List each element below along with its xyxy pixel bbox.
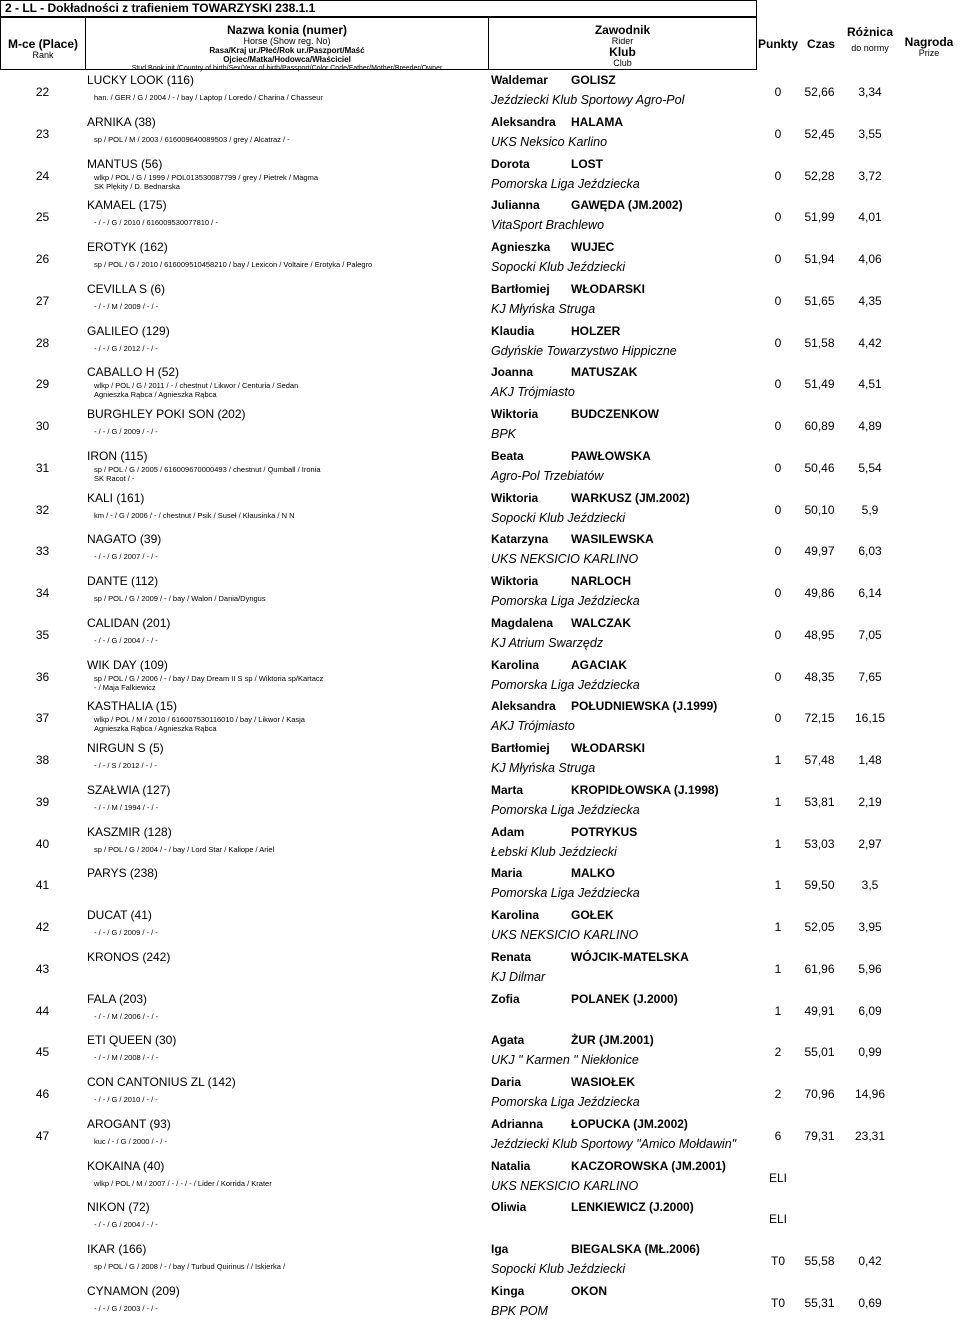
place-number: 38	[35, 753, 50, 767]
result-time: 49,86	[804, 586, 835, 600]
horse-details: sp / POL / G / 2008 / - / bay / Turbud Quirinus / / Iskierka /	[94, 1262, 286, 1271]
rider-last-name: BIEGALSKA (MŁ.2006)	[571, 1242, 700, 1256]
horse-name: KRONOS (242)	[87, 949, 171, 964]
rider-last-name: WUJEC	[571, 240, 615, 254]
place-number: 33	[35, 544, 50, 559]
result-diff: 7,05	[858, 627, 882, 642]
rider-last-name: GOŁEK	[571, 908, 614, 922]
rider-last-name: KROPIDŁOWSKA (J.1998)	[571, 782, 719, 797]
rider-last-name: ŻUR (JM.2001)	[571, 1033, 654, 1048]
rider-club: Agro-Pol Trzebiatów	[491, 468, 604, 483]
rider-first-name: Oliwia	[491, 1200, 527, 1215]
horse-name: KALI (161)	[87, 490, 145, 505]
header-prize	[898, 18, 960, 70]
place-number: 23	[35, 126, 50, 141]
title-bar	[0, 0, 757, 17]
result-points: 0	[774, 669, 782, 684]
rider-club: Pomorska Liga Jeździecka	[491, 1095, 640, 1109]
header-club-en: Club	[613, 58, 632, 68]
horse-details: wlkp / POL / M / 2010 / 616007530116010 / bay / Likwor / Kasja	[94, 715, 305, 725]
place-number: 34	[35, 586, 50, 600]
rider-first-name: Magdalena	[491, 615, 554, 630]
rider-club: KJ Dilmar	[491, 969, 546, 984]
rider-last-name: WASILEWSKA	[571, 532, 654, 547]
rider-first-name: Beata	[491, 448, 524, 463]
horse-name: CYNAMON (209)	[87, 1283, 180, 1298]
result-time: 50,10	[804, 502, 835, 517]
result-time: 72,15	[804, 711, 835, 726]
place-number: 30	[35, 419, 50, 433]
horse-details: - / - / M / 1994 / - / -	[94, 802, 159, 812]
horse-details: - / - / G / 2009 / - / -	[94, 928, 158, 937]
result-points: 0	[774, 460, 782, 475]
horse-details: - / - / G / 2007 / - / -	[94, 552, 158, 562]
result-points: 0	[774, 586, 782, 600]
place-number: 26	[35, 252, 50, 266]
horse-details: - / - / G / 2010 / - / -	[94, 1095, 158, 1104]
result-diff: 2,19	[858, 794, 882, 809]
rider-club: UKS NEKSICIO KARLINO	[491, 928, 639, 942]
place-number: 25	[35, 210, 50, 225]
result-time: 48,35	[804, 669, 835, 684]
result-points: 0	[774, 168, 782, 183]
rider-first-name: Agnieszka	[491, 240, 551, 254]
result-time: 51,99	[804, 210, 835, 225]
horse-details: - / - / G / 2009 / - / -	[94, 427, 158, 436]
result-time: 52,28	[804, 168, 835, 183]
place-number: 24	[35, 168, 50, 183]
result-time: 52,66	[804, 85, 835, 99]
rider-last-name: LENKIEWICZ (J.2000)	[571, 1200, 694, 1215]
horse-details: SK Racot / -	[94, 473, 135, 483]
rider-club: UKJ " Karmen " Niekłonice	[491, 1053, 639, 1068]
rider-last-name: POTRYKUS	[571, 824, 638, 839]
rider-club: UKS Neksico Karlino	[491, 134, 608, 149]
result-diff: 4,51	[858, 377, 882, 392]
rider-last-name: WŁODARSKI	[571, 281, 645, 296]
place-number: 27	[35, 293, 50, 308]
header-horse-info-en: Stud Book init./Country of birth/Sex/Year of birth/Passport/Color Code/Father/Mother/Breeder/Owner	[131, 65, 443, 72]
result-points: 0	[774, 335, 782, 350]
rider-first-name: Aleksandra	[491, 699, 556, 714]
header-points-label: Punkty	[757, 37, 798, 51]
rider-club: Gdyńskie Towarzystwo Hippiczne	[491, 343, 677, 358]
rider-first-name: Marta	[491, 782, 524, 797]
place-number: 37	[35, 711, 50, 726]
rider-last-name: HOLZER	[571, 323, 621, 338]
result-time: 52,05	[804, 920, 835, 934]
horse-details: wlkp / POL / G / 1999 / POL013530087799 / grey / Pietrek / Magma	[94, 172, 319, 182]
result-points: 0	[774, 544, 782, 559]
rider-club: Łebski Klub Jeździecki	[491, 844, 617, 859]
horse-name: IRON (115)	[87, 448, 148, 463]
rider-first-name: Kinga	[491, 1283, 525, 1298]
place-number: 35	[35, 627, 50, 642]
horse-name: CALIDAN (201)	[87, 615, 171, 630]
horse-details: Agnieszka Rąbca / Agnieszka Rąbca	[94, 724, 217, 734]
rider-first-name: Bartłomiej	[491, 741, 550, 755]
horse-name: KASTHALIA (15)	[87, 699, 178, 714]
rider-first-name: Daria	[491, 1075, 522, 1089]
place-number: 41	[35, 878, 50, 893]
result-points: 0	[774, 126, 782, 141]
horse-name: ETI QUEEN (30)	[87, 1033, 177, 1048]
result-diff: 4,89	[858, 419, 882, 433]
rider-club: Pomorska Liga Jeździecka	[491, 886, 640, 901]
horse-details: - / - / G / 2004 / - / -	[94, 635, 158, 645]
result-diff: 14,96	[854, 1087, 886, 1101]
horse-details: - / - / G / 2010 / 616009530077810 / -	[94, 218, 218, 228]
horse-name: SZAŁWIA (127)	[87, 782, 171, 797]
result-points: 1	[774, 920, 782, 934]
rider-club: BPK	[491, 427, 517, 441]
result-diff: 2,97	[858, 836, 882, 851]
horse-name: FALA (203)	[87, 991, 148, 1006]
horse-name: CABALLO H (52)	[87, 365, 180, 380]
place-number: 47	[35, 1128, 50, 1143]
horse-name: DUCAT (41)	[87, 908, 152, 922]
horse-name: NAGATO (39)	[87, 532, 162, 547]
result-time: 49,91	[804, 1003, 835, 1018]
header-place-label: M-ce (Place)	[7, 37, 79, 51]
result-diff: 3,72	[858, 168, 882, 183]
horse-name: LUCKY LOOK (116)	[87, 73, 194, 87]
rider-last-name: AGACIAK	[571, 657, 627, 672]
rider-club: BPK POM	[491, 1303, 548, 1318]
header-diff-label: Różnica	[846, 25, 893, 39]
header-horse-info: Rasa/Kraj ur./Płeć/Rok ur./Paszport/Maść	[209, 46, 365, 55]
result-diff: 3,5	[861, 878, 879, 893]
horse-name: WIK DAY (109)	[87, 657, 168, 672]
header-club-label: Klub	[609, 45, 636, 59]
rider-first-name: Maria	[491, 866, 523, 881]
page-title: 2 - LL - Dokładności z trafieniem TOWARZYSKI 238.1.1	[5, 1, 316, 15]
horse-details: wlkp / POL / M / 2007 / - / - / - / Lider / Korrida / Krater	[94, 1178, 272, 1188]
result-points: 0	[774, 293, 782, 308]
result-time: 70,96	[804, 1087, 835, 1101]
horse-details: km / - / G / 2006 / - / chestnut / Psik / Suseł / Kłausinka / N N	[94, 510, 295, 520]
result-time: 55,31	[804, 1295, 835, 1310]
result-time: 59,50	[804, 878, 835, 893]
result-points: 1	[774, 753, 782, 767]
rider-last-name: WÓJCIK-MATELSKA	[571, 949, 689, 964]
rider-last-name: GOLISZ	[571, 73, 616, 87]
header-place-en: Rank	[32, 50, 54, 60]
result-points: 0	[774, 627, 782, 642]
rider-first-name: Bartłomiej	[491, 281, 550, 296]
horse-name: BURGHLEY POKI SON (202)	[87, 407, 246, 421]
result-points: ELI	[768, 1170, 787, 1185]
result-diff: 0,69	[858, 1295, 882, 1310]
horse-details: Agnieszka Rąbca / Agnieszka Rąbca	[94, 390, 217, 400]
rider-last-name: PAWŁOWSKA	[571, 448, 651, 463]
horse-details: - / Maja Falkiewicz	[94, 682, 156, 692]
header-time	[800, 18, 842, 70]
rider-club: KJ Młyńska Struga	[491, 301, 596, 316]
result-time: 51,49	[804, 377, 835, 392]
rider-first-name: Aleksandra	[491, 114, 556, 129]
horse-name: GALILEO (129)	[87, 323, 170, 338]
result-diff: 0,42	[858, 1254, 882, 1268]
result-points: 0	[774, 377, 782, 392]
result-diff: 5,96	[858, 961, 882, 976]
header-horse	[85, 18, 489, 70]
result-diff: 3,34	[858, 85, 882, 99]
result-points: T0	[770, 1254, 785, 1268]
rider-club: Pomorska Liga Jeździecka	[491, 176, 640, 191]
horse-name: DANTE (112)	[87, 574, 159, 588]
rider-last-name: MATUSZAK	[571, 365, 638, 380]
result-diff: 3,55	[858, 126, 882, 141]
horse-name: EROTYK (162)	[87, 240, 168, 254]
result-diff: 4,06	[858, 252, 882, 266]
result-diff: 1,48	[858, 753, 882, 767]
rider-first-name: Wiktoria	[491, 490, 539, 505]
horse-name: NIKON (72)	[87, 1200, 150, 1215]
horse-details: sp / POL / G / 2005 / 616009670000493 / chestnut / Qumball / Ironia	[94, 464, 321, 474]
place-number: 44	[35, 1003, 50, 1018]
rider-last-name: BUDCZENKOW	[571, 407, 659, 421]
result-time: 53,03	[804, 836, 835, 851]
horse-details: - / - / G / 2003 / - / -	[94, 1303, 158, 1313]
result-points: ELI	[768, 1212, 787, 1227]
result-time: 48,95	[804, 627, 835, 642]
result-time: 61,96	[804, 961, 835, 976]
rider-first-name: Wiktoria	[491, 407, 539, 421]
result-diff: 4,42	[858, 335, 882, 350]
rider-club: AKJ Trójmiasto	[491, 719, 575, 734]
rider-first-name: Waldemar	[491, 73, 548, 87]
header-prize-label: Nagroda	[904, 35, 954, 49]
place-number: 43	[35, 961, 50, 976]
rider-last-name: NARLOCH	[571, 574, 631, 588]
horse-name: CEVILLA S (6)	[87, 281, 166, 296]
rider-first-name: Wiktoria	[491, 574, 539, 588]
result-time: 55,58	[804, 1254, 835, 1268]
result-diff: 16,15	[854, 711, 886, 726]
horse-name: IKAR (166)	[87, 1242, 147, 1256]
horse-name: CON CANTONIUS ZL (142)	[87, 1075, 236, 1089]
result-points: 1	[774, 961, 782, 976]
place-number: 46	[35, 1087, 50, 1101]
rider-first-name: Renata	[491, 949, 532, 964]
result-time: 52,45	[804, 126, 835, 141]
horse-details: sp / POL / M / 2003 / 616009640089503 / grey / Alcatraz / -	[94, 134, 290, 144]
result-diff: 6,14	[858, 586, 882, 600]
rider-club: Sopocki Klub Jeździecki	[491, 510, 626, 525]
result-points: 0	[774, 502, 782, 517]
result-points: 1	[774, 878, 782, 893]
horse-name: KAMAEL (175)	[87, 198, 167, 213]
rider-last-name: LOST	[571, 156, 603, 171]
rider-first-name: Joanna	[491, 365, 534, 380]
result-time: 51,58	[804, 335, 835, 350]
result-diff: 0,99	[858, 1045, 882, 1060]
place-number: 32	[35, 502, 50, 517]
rider-last-name: HALAMA	[571, 114, 623, 129]
rider-club: VitaSport Brachlewo	[491, 218, 605, 233]
result-points: 0	[774, 419, 782, 433]
result-diff: 4,01	[858, 210, 882, 225]
place-number: 40	[35, 836, 50, 851]
header-diff	[842, 18, 898, 70]
rider-club: Pomorska Liga Jeździecka	[491, 802, 640, 817]
header-points	[756, 18, 800, 70]
result-points: 1	[774, 794, 782, 809]
place-number: 36	[35, 669, 50, 684]
rider-first-name: Julianna	[491, 198, 540, 213]
result-diff: 5,54	[858, 460, 882, 475]
rider-last-name: OKON	[571, 1283, 607, 1298]
result-diff: 5,9	[861, 502, 879, 517]
rider-last-name: WASIOŁEK	[571, 1075, 636, 1089]
rider-first-name: Natalia	[491, 1158, 531, 1173]
rider-club: Jeździecki Klub Sportowy "Amico Mołdawin"	[491, 1136, 737, 1151]
horse-details: - / - / S / 2012 / - / -	[94, 761, 157, 770]
horse-details: sp / POL / G / 2010 / 616009510458210 / bay / Lexicon / Voltaire / Erotyka / Palegro	[94, 260, 373, 269]
result-points: 1	[774, 836, 782, 851]
result-points: 0	[774, 85, 782, 99]
rider-last-name: WŁODARSKI	[571, 741, 645, 755]
result-time: 60,89	[804, 419, 835, 433]
rider-first-name: Agata	[491, 1033, 525, 1048]
result-time: 53,81	[804, 794, 835, 809]
rider-club: Sopocki Klub Jeździecki	[491, 260, 626, 274]
horse-name: ARNIKA (38)	[87, 114, 156, 129]
rider-club: KJ Młyńska Struga	[491, 761, 596, 775]
rider-club: KJ Atrium Swarzędz	[491, 635, 604, 650]
horse-details: - / - / G / 2012 / - / -	[94, 343, 158, 353]
rider-first-name: Karolina	[491, 908, 540, 922]
rider-first-name: Zofia	[491, 991, 520, 1006]
place-number: 22	[35, 85, 50, 99]
result-points: 2	[774, 1045, 782, 1060]
result-diff: 23,31	[854, 1128, 886, 1143]
result-points: 0	[774, 210, 782, 225]
rider-club: Jeździecki Klub Sportowy Agro-Pol	[491, 93, 685, 107]
rider-first-name: Karolina	[491, 657, 540, 672]
horse-details: - / - / M / 2008 / - / -	[94, 1053, 159, 1063]
header-horse-label: Nazwa konia (numer)	[226, 23, 348, 37]
place-number: 39	[35, 794, 50, 809]
horse-name: AROGANT (93)	[87, 1116, 171, 1131]
header-time-label: Czas	[806, 37, 835, 51]
place-number: 28	[35, 335, 50, 350]
rider-club: AKJ Trójmiasto	[491, 385, 575, 400]
result-time: 55,01	[804, 1045, 835, 1060]
rider-last-name: WARKUSZ (JM.2002)	[571, 490, 690, 505]
rider-first-name: Adam	[491, 824, 525, 839]
rider-last-name: MALKO	[571, 866, 615, 881]
result-time: 57,48	[804, 753, 835, 767]
rider-club: UKS NEKSICIO KARLINO	[491, 552, 639, 567]
rider-club: UKS NEKSICIO KARLINO	[491, 1178, 639, 1193]
rider-club: Pomorska Liga Jeździecka	[491, 677, 640, 692]
horse-details: - / - / G / 2004 / - / -	[94, 1220, 158, 1230]
horse-details: - / - / M / 2009 / - / -	[94, 301, 159, 311]
header-diff-sub: do normy	[851, 43, 889, 53]
result-time: 51,65	[804, 293, 835, 308]
result-diff: 6,03	[858, 544, 882, 559]
result-points: 2	[774, 1087, 782, 1101]
place-number: 29	[35, 377, 50, 392]
result-points: T0	[770, 1295, 785, 1310]
result-diff: 3,95	[858, 920, 882, 934]
result-diff: 4,35	[858, 293, 882, 308]
rider-club: Sopocki Klub Jeździecki	[491, 1262, 626, 1276]
horse-name: NIRGUN S (5)	[87, 741, 164, 755]
horse-details: wlkp / POL / G / 2011 / - / chestnut / Likwor / Centuria / Sedan	[94, 381, 299, 391]
header-place	[0, 18, 86, 70]
header-prize-en: Prize	[918, 48, 940, 58]
result-time: 50,46	[804, 460, 835, 475]
rider-first-name: Katarzyna	[491, 532, 549, 547]
rider-first-name: Klaudia	[491, 323, 535, 338]
result-points: 6	[774, 1128, 782, 1143]
rider-last-name: POLANEK (J.2000)	[571, 991, 678, 1006]
rider-club: Pomorska Liga Jeździecka	[491, 594, 640, 608]
horse-details: sp / POL / G / 2009 / - / bay / Walon / Dania/Dyngus	[94, 594, 266, 603]
rider-first-name: Adrianna	[491, 1116, 544, 1131]
result-points: 0	[774, 711, 782, 726]
result-points: 1	[774, 1003, 782, 1018]
rider-first-name: Dorota	[491, 156, 530, 171]
horse-name: PARYS (238)	[87, 866, 158, 881]
rider-last-name: GAWĘDA (JM.2002)	[571, 198, 683, 213]
header-horse-en: Horse (Show reg. No)	[243, 36, 331, 46]
header-horse-parents: Ojciec/Matka/Hodowca/Właściciel	[223, 55, 351, 64]
header-rider-en: Rider	[611, 36, 634, 46]
horse-details: - / - / M / 2006 / - / -	[94, 1011, 159, 1021]
header-rider-label: Zawodnik	[594, 23, 651, 37]
horse-name: KASZMIR (128)	[87, 824, 172, 839]
result-time: 49,97	[804, 544, 835, 559]
place-number: 45	[35, 1045, 50, 1060]
horse-details: han. / GER / G / 2004 / - / bay / Laptop / Loredo / Charina / Chasseur	[94, 93, 323, 102]
horse-name: MANTUS (56)	[87, 156, 163, 171]
place-number: 42	[35, 920, 50, 934]
horse-name: KOKAINA (40)	[87, 1158, 165, 1173]
place-number: 31	[35, 460, 50, 475]
result-diff: 6,09	[858, 1003, 882, 1018]
rider-first-name: Iga	[491, 1242, 509, 1256]
result-time: 79,31	[804, 1128, 835, 1143]
horse-details: SK Plękity / D. Bednarska	[94, 181, 180, 191]
rider-last-name: WALCZAK	[571, 615, 631, 630]
result-time: 51,94	[804, 252, 835, 266]
horse-details: sp / POL / G / 2006 / - / bay / Day Dream II S sp / Wiktoria sp/Kartacz	[94, 673, 324, 683]
horse-details: kuc / - / G / 2000 / - / -	[94, 1136, 167, 1146]
horse-details: sp / POL / G / 2004 / - / bay / Lord Star / Kaliope / Ariel	[94, 844, 275, 854]
header-rider	[488, 18, 757, 70]
rider-last-name: KACZOROWSKA (JM.2001)	[571, 1158, 726, 1173]
result-points: 0	[774, 252, 782, 266]
result-diff: 7,65	[858, 669, 882, 684]
rider-last-name: POŁUDNIEWSKA (J.1999)	[571, 699, 718, 714]
rider-last-name: ŁOPUCKA (JM.2002)	[571, 1116, 688, 1131]
